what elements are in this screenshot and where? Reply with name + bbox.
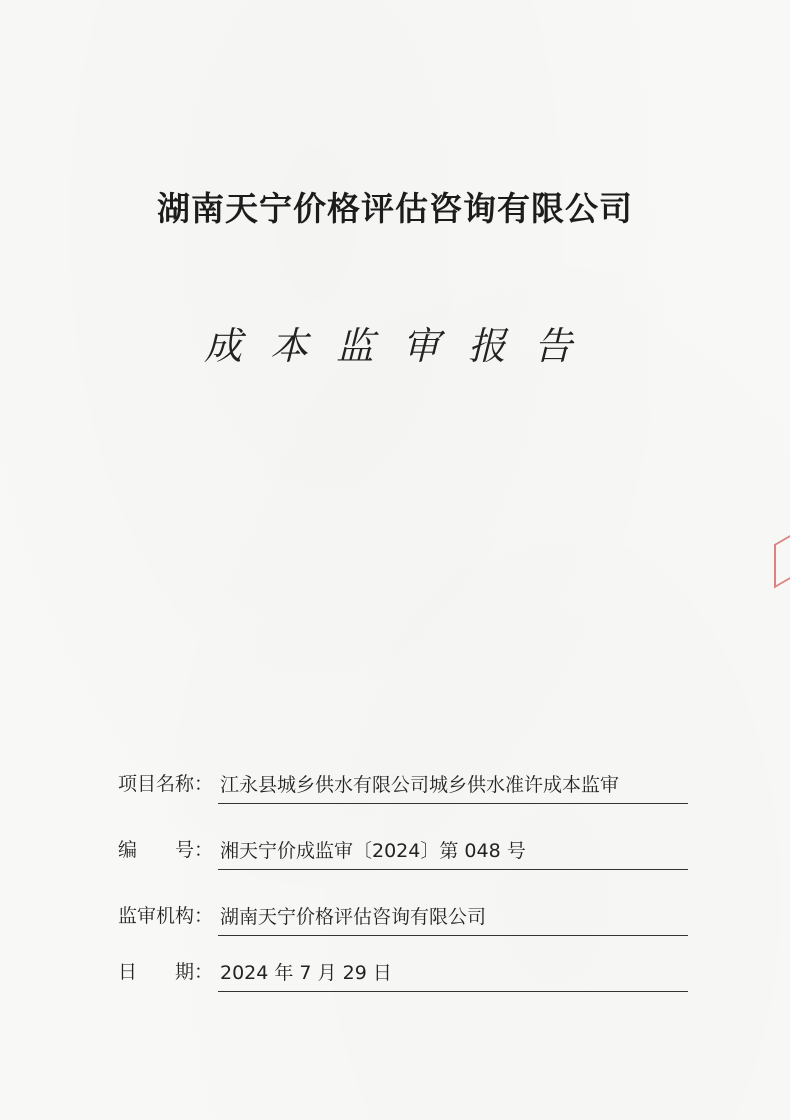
project-name-value: 江永县城乡供水有限公司城乡供水准许成本监审 <box>218 770 688 804</box>
document-number-value: 湘天宁价成监审〔2024〕第 048 号 <box>218 836 688 870</box>
seal-stamp-edge <box>774 532 790 589</box>
document-number-row <box>118 836 688 870</box>
project-name-label: 项目名称： <box>118 773 214 795</box>
audit-agency-row <box>118 902 688 936</box>
date-value: 2024 年 7 月 29 日 <box>218 958 688 992</box>
report-title: 成本监审报告 <box>203 324 600 368</box>
document-number-label: 编 号： <box>118 839 214 861</box>
audit-agency-value: 湖南天宁价格评估咨询有限公司 <box>218 902 688 936</box>
project-name-row <box>118 770 688 804</box>
date-row <box>118 958 688 992</box>
date-label: 日 期： <box>118 961 214 983</box>
company-title: 湖南天宁价格评估咨询有限公司 <box>157 189 633 228</box>
audit-agency-label: 监审机构： <box>118 905 214 927</box>
